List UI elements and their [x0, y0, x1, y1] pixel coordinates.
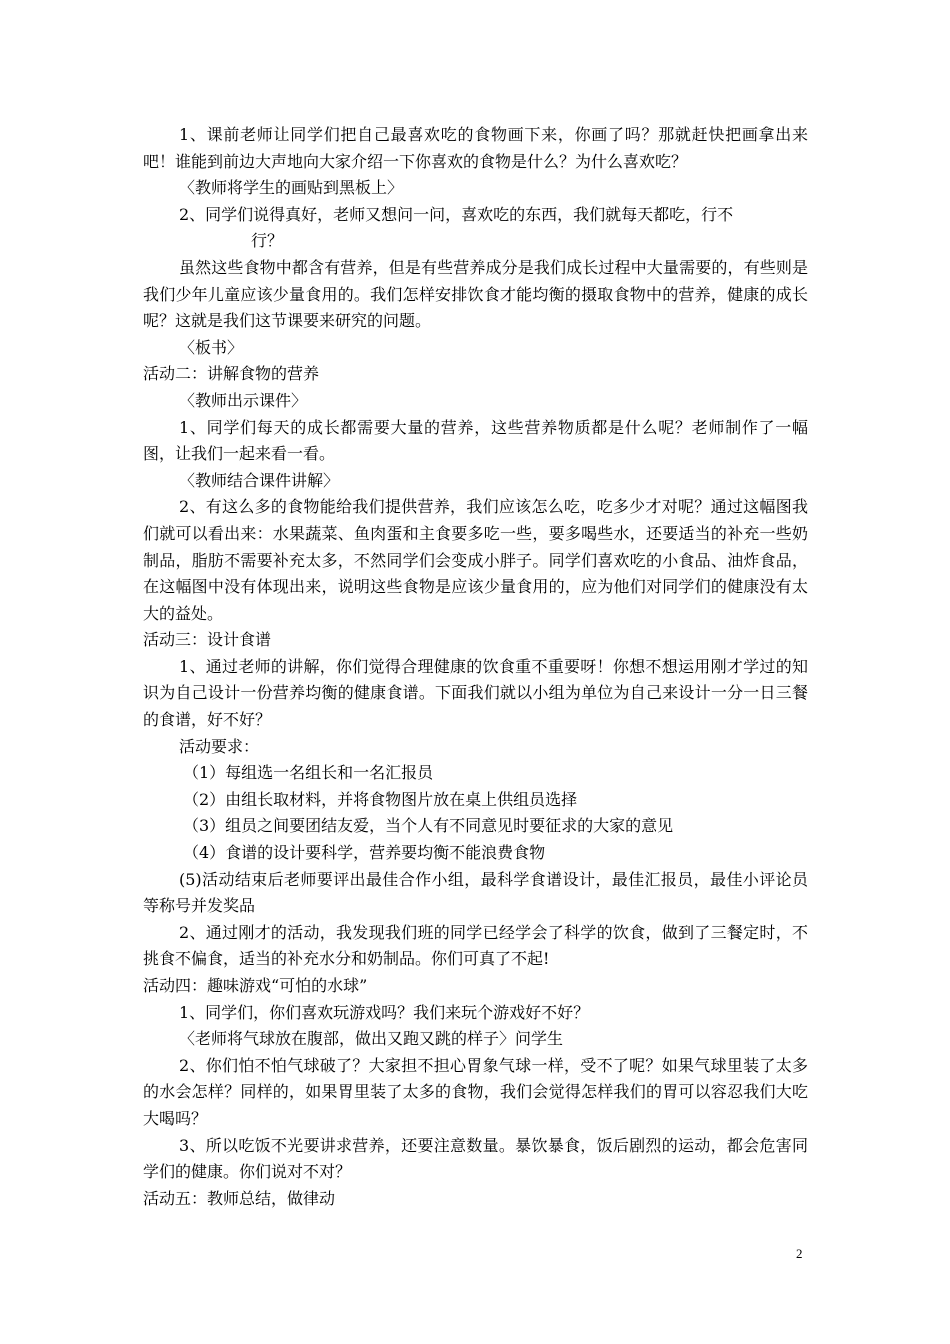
paragraph: 活动要求：: [179, 736, 260, 756]
section-heading: 活动四：趣味游戏“可怕的水球”: [143, 976, 368, 995]
paragraph: 2、通过刚才的活动，我发现我们班的同学已经学会了科学的饮食，做到了三餐定时，不挑食不偏食，适当的补充水分和奶制品。你们可真了不起!: [143, 922, 808, 969]
list-item: （1）每组选一名组长和一名汇报员: [183, 763, 434, 783]
paragraph: 〈教师结合课件讲解〉: [179, 470, 340, 490]
list-item: （4）食谱的设计要科学，营养要均衡不能浪费食物: [183, 843, 546, 863]
paragraph: 〈老师将气球放在腹部，做出又跑又跳的样子〉问学生: [179, 1029, 564, 1049]
paragraph: 2、你们怕不怕气球破了？大家担不担心胃象气球一样，受不了呢？如果气球里装了太多的水会怎样？同样的，如果胃里装了太多的食物，我们会觉得怎样我们的胃可以容忍我们大吃大喝吗？: [143, 1055, 808, 1128]
section-heading: 活动五：教师总结，做律动: [143, 1188, 336, 1208]
list-item: （2）由组长取材料，并将食物图片放在桌上供组员选择: [183, 789, 578, 809]
section-heading: 活动三：设计食谱: [143, 630, 272, 650]
page-number: 2: [796, 1246, 803, 1261]
paragraph: 3、所以吃饭不光要讲求营养，还要注意数量。暴饮暴食，饭后剧烈的运动，都会危害同学们的健康。你们说对不对？: [143, 1135, 808, 1182]
paragraph: 1、同学们每天的成长都需要大量的营养，这些营养物质都是什么呢？老师制作了一幅图，让我们一起来看一看。: [143, 417, 808, 464]
paragraph: 1、课前老师让同学们把自己最喜欢吃的食物画下来，你画了吗？那就赶快把画拿出来吧！谁能到前边大声地向大家介绍一下你喜欢的食物是什么？为什么喜欢吃？: [143, 125, 808, 171]
document-body: [143, 122, 808, 1212]
paragraph: 〈教师出示课件〉: [179, 390, 308, 410]
paragraph: [143, 202, 808, 255]
paragraph: 〈教师将学生的画贴到黑板上〉: [179, 178, 404, 198]
paragraph: 〈板书〉: [179, 337, 244, 357]
paragraph-text: 2、同学们说得真好，老师又想问一问，喜欢吃的东西，我们就每天都吃，行不: [179, 204, 734, 224]
paragraph: 1、同学们，你们喜欢玩游戏吗？我们来玩个游戏好不好？: [179, 1002, 590, 1022]
list-item: (5)活动结束后老师要评出最佳合作小组，最科学食谱设计，最佳汇报员，最佳小评论员等称号并发奖品: [143, 869, 808, 916]
paragraph: 1、通过老师的讲解，你们觉得合理健康的饮食重不重要呀！你想不想运用刚才学过的知识为自己设计一份营养均衡的健康食谱。下面我们就以小组为单位为自己来设计一分一日三餐的食谱，好不好？: [143, 656, 808, 730]
list-item: （3）组员之间要团结友爱，当个人有不同意见时要征求的大家的意见: [183, 816, 674, 836]
paragraph: 虽然这些食物中都含有营养，但是有些营养成分是我们成长过程中大量需要的，有些则是我们少年儿童应该少量食用的。我们怎样安排饮食才能均衡的摄取食物中的营养，健康的成长呢？这就是我们这节课要来研究的问题。: [143, 257, 808, 331]
section-heading: 活动二：讲解食物的营养: [143, 364, 320, 384]
paragraph: 2、有这么多的食物能给我们提供营养，我们应该怎么吃，吃多少才对呢？通过这幅图我们就可以看出来：水果蔬菜、鱼肉蛋和主食要多吃一些，要多喝些水，还要适当的补充一些奶制品，脂肪不需要补充太多，不然同学们会变成小胖子。同学们喜欢吃的小食品、油炸食品，在这幅图中没有体现出来，说明这些食物是应该少量食用的，应为他们对同学们的健康没有太大的益处。: [143, 497, 808, 623]
paragraph-continuation: 行？: [251, 231, 284, 251]
